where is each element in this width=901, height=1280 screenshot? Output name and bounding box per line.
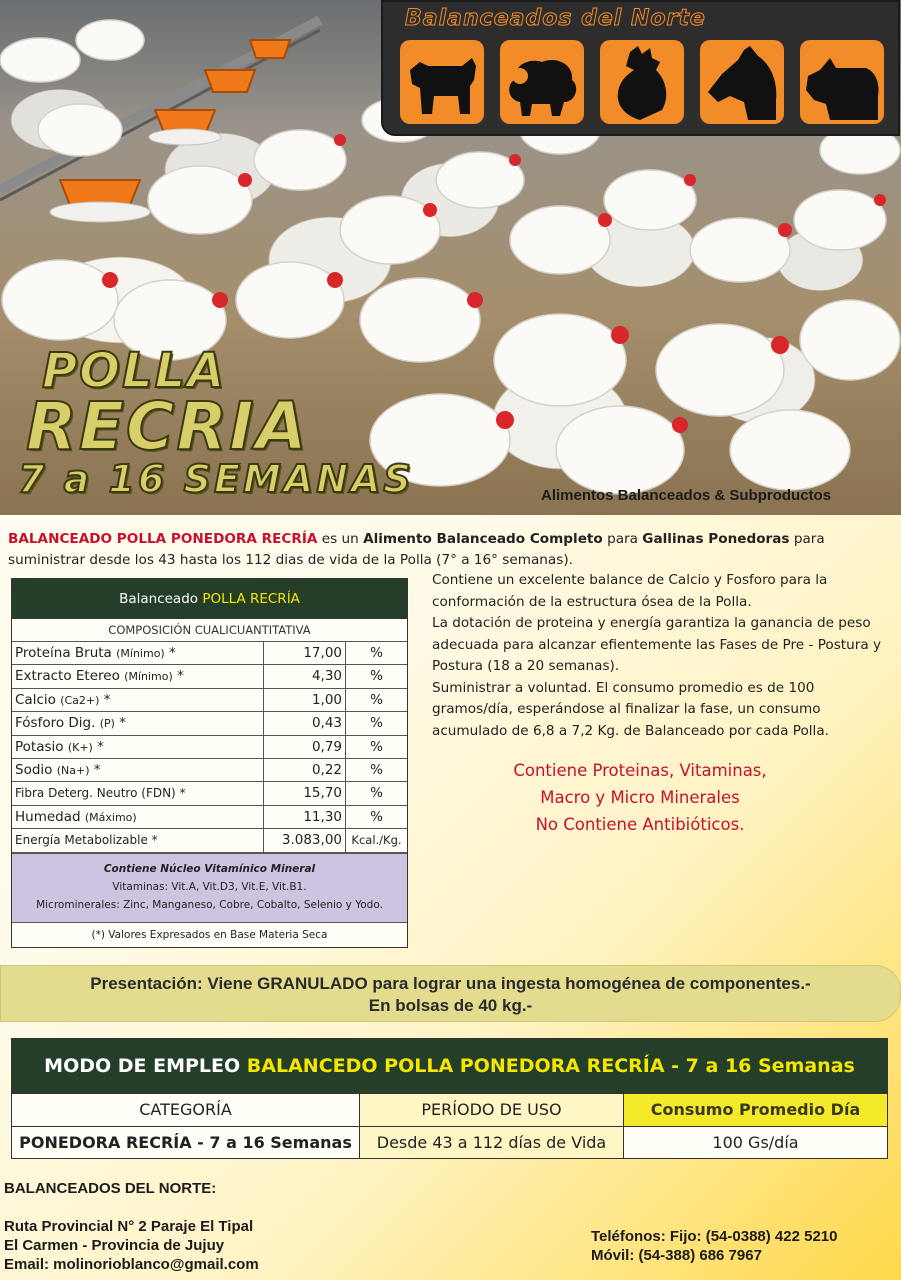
nutrient-value: 3.083,00 (264, 829, 346, 851)
hero-title-polla: POLLA (42, 343, 227, 399)
table-row (12, 665, 407, 688)
description-p2: La dotación de proteina y energía garantiza la ganancia de peso adecuada para alcanzar efientemente las Fases de Pre - Postura y Postura (18 a 20 semanas). (432, 615, 882, 674)
address-line2: El Carmen - Provincia de Jujuy (4, 1237, 225, 1254)
nutrient-value: 0,79 (264, 736, 346, 758)
cell-period: Desde 43 a 112 días de Vida (360, 1127, 624, 1158)
nutrient-value: 1,00 (264, 689, 346, 711)
brand-name: Balanceados del Norte (405, 6, 706, 31)
nutrient-name: Sodio (Na+) * (12, 759, 264, 781)
hero-title-weeks: 7 a 16 SEMANAS (18, 457, 414, 501)
composition-table (11, 578, 408, 948)
composition-rows (12, 642, 407, 853)
contact-phones (591, 1227, 837, 1265)
nutrient-unit: % (370, 691, 383, 708)
minerals-line: Microminerales: Zinc, Manganeso, Cobre, Cobalto, Selenio y Yodo. (36, 898, 383, 911)
nutrient-value: 4,30 (264, 665, 346, 687)
company-name: BALANCEADOS DEL NORTE: (4, 1180, 217, 1197)
description-p3: Suministrar a voluntad. El consumo promedio es de 100 gramos/día, esperándose al finalizar la fase, un consumo acumulado de 6,8 a 7,2 Kg. de Balanceado por cada Polla. (432, 679, 829, 739)
table-row (12, 806, 407, 829)
nutrient-value: 15,70 (264, 782, 346, 804)
table-row (12, 712, 407, 735)
table-row (12, 829, 407, 852)
nutrient-unit: % (370, 808, 383, 825)
table-row (12, 759, 407, 782)
nutrient-name: Calcio (Ca2+) * (12, 689, 264, 711)
table-row (12, 782, 407, 805)
vitamins-line: Vitaminas: Vit.A, Vit.D3, Vit.E, Vit.B1. (112, 880, 307, 893)
column-header-period: PERÍODO DE USO (360, 1094, 624, 1126)
table-row (12, 642, 407, 665)
sheep-icon (500, 40, 584, 124)
contact-address (4, 1179, 259, 1274)
pig-icon (800, 40, 884, 124)
rooster-icon (600, 40, 684, 124)
nutrient-name: Proteína Bruta (Mínimo) * (12, 642, 264, 664)
nutrient-unit: % (370, 715, 383, 732)
nutrient-unit: % (370, 668, 383, 685)
nutrient-unit: % (370, 645, 383, 661)
cell-consumption: 100 Gs/día (712, 1133, 799, 1152)
composition-footnote: (*) Valores Expresados en Base Materia Seca (91, 928, 328, 941)
product-name: BALANCEADO POLLA PONEDORA RECRÍA (8, 531, 318, 547)
intro-paragraph: BALANCEADO POLLA PONEDORA RECRÍA es un Alimento Balanceado Completo para Gallinas Ponedoras para suministrar desde los 43 hasta los 112 dias de vida de la Polla (7° a 16° semanas). (8, 531, 825, 568)
table-row (12, 689, 407, 712)
cell-category: PONEDORA RECRÍA - 7 a 16 Semanas (12, 1127, 360, 1158)
nutrient-unit: Kcal./Kg. (351, 833, 402, 848)
product-description (432, 570, 892, 742)
nutrient-unit: % (370, 761, 383, 778)
usage-table (11, 1038, 888, 1159)
nutrient-unit: % (370, 738, 383, 755)
vitamin-mineral-box (12, 853, 407, 923)
table-row (12, 736, 407, 759)
phone-mobile[interactable]: Móvil: (54-388) 686 7967 (591, 1247, 762, 1264)
phone-fixed[interactable]: Teléfonos: Fijo: (54-0388) 422 5210 (591, 1228, 838, 1245)
presentation-line2: En bolsas de 40 kg.- (368, 996, 533, 1015)
cow-icon (400, 40, 484, 124)
email[interactable]: Email: molinorioblanco@gmail.com (4, 1256, 259, 1273)
address-line1: Ruta Provincial N° 2 Paraje El Tipal (4, 1218, 254, 1235)
presentation-line1: Presentación: Viene GRANULADO para lograr una ingesta homogénea de componentes.- (90, 974, 811, 993)
product-claims: Contiene Proteinas, Vitaminas, Macro y Micro Minerales No Contiene Antibióticos. (513, 761, 767, 834)
nutrient-name: Fibra Deterg. Neutro (FDN) * (12, 782, 264, 804)
nutrient-name: Fósforo Dig. (P) * (12, 712, 264, 734)
nutrient-name: Energía Metabolizable * (12, 829, 264, 851)
composition-table-header: Balanceado POLLA RECRÍA (12, 579, 407, 619)
horse-icon (700, 40, 784, 124)
nutrient-value: 0,22 (264, 759, 346, 781)
nutrient-name: Extracto Etereo (Mínimo) * (12, 665, 264, 687)
table-row (12, 1126, 887, 1158)
column-header-consumption: Consumo Promedio Día (624, 1094, 887, 1126)
usage-table-title: MODO DE EMPLEO BALANCEDO POLLA PONEDORA RECRÍA - 7 a 16 Semanas (12, 1039, 887, 1094)
nutrient-value: 0,43 (264, 712, 346, 734)
nutrient-value: 11,30 (264, 806, 346, 828)
nutrient-unit: % (370, 785, 383, 802)
brand-logo (381, 0, 900, 136)
hero-photo (0, 0, 901, 515)
usage-header-row (12, 1094, 887, 1126)
column-header-category: CATEGORÍA (12, 1094, 360, 1126)
nutrient-value: 17,00 (264, 642, 346, 664)
nutrient-name: Humedad (Máximo) (12, 806, 264, 828)
nutrient-name: Potasio (K+) * (12, 736, 264, 758)
hero-title-recria: RECRIA (26, 388, 309, 465)
description-p1: Contiene un excelente balance de Calcio y Fosforo para la conformación de la estructura ósea de la Polla. (432, 572, 828, 610)
presentation-banner (0, 965, 901, 1022)
composition-subheader: COMPOSICIÓN CUALICUANTITATIVA (12, 619, 407, 642)
vitamins-title: Contiene Núcleo Vitamínico Mineral (103, 862, 316, 875)
hero-tagline: Alimentos Balanceados & Subproductos (541, 487, 832, 504)
